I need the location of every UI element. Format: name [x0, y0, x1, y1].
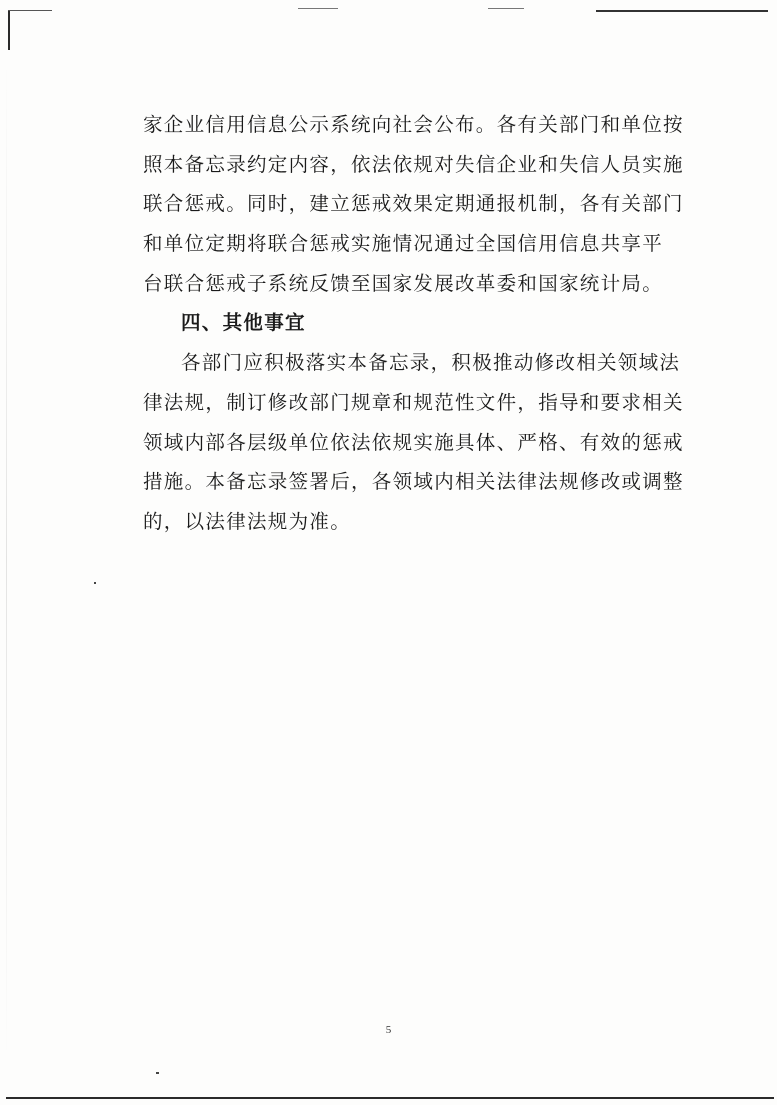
paragraph-line: 家企业信用信息公示系统向社会公布。各有关部门和单位按 — [143, 113, 684, 136]
scan-edge-top — [488, 8, 524, 9]
scan-speck — [156, 1072, 159, 1074]
paragraph-line: 领域内部各层级单位依法依规实施具体、严格、有效的惩戒 — [143, 430, 684, 454]
document-body — [143, 106, 684, 543]
paragraph-line: 和单位定期将联合惩戒实施情况通过全国信用信息共享平 — [143, 232, 664, 256]
paragraph-line: 照本备忘录约定内容，依法依规对失信企业和失信人员实施 — [143, 152, 684, 176]
section-heading: 四、其他事宜 — [181, 311, 306, 335]
scan-edge-top — [596, 10, 768, 12]
scan-shadow — [6, 60, 7, 1060]
scan-edge-left — [8, 10, 10, 50]
scan-edge-top — [298, 8, 338, 9]
scan-speck — [94, 582, 96, 584]
paragraph-line: 各部门应积极落实本备忘录，积极推动修改相关领域法 — [181, 351, 681, 375]
scan-edge-bottom — [6, 1097, 774, 1099]
scan-edge-top — [8, 10, 52, 11]
paragraph-line: 联合惩戒。同时，建立惩戒效果定期通报机制，各有关部门 — [143, 192, 684, 216]
page-number: 5 — [385, 1024, 392, 1036]
paragraph-line: 台联合惩戒子系统反馈至国家发展改革委和国家统计局。 — [143, 271, 664, 295]
paragraph-line: 的，以法律法规为准。 — [143, 509, 352, 533]
paragraph-line: 律法规，制订修改部门规章和规范性文件，指导和要求相关 — [143, 390, 684, 414]
paragraph-line: 措施。本备忘录签署后，各领域内相关法律法规修改或调整 — [143, 470, 684, 494]
